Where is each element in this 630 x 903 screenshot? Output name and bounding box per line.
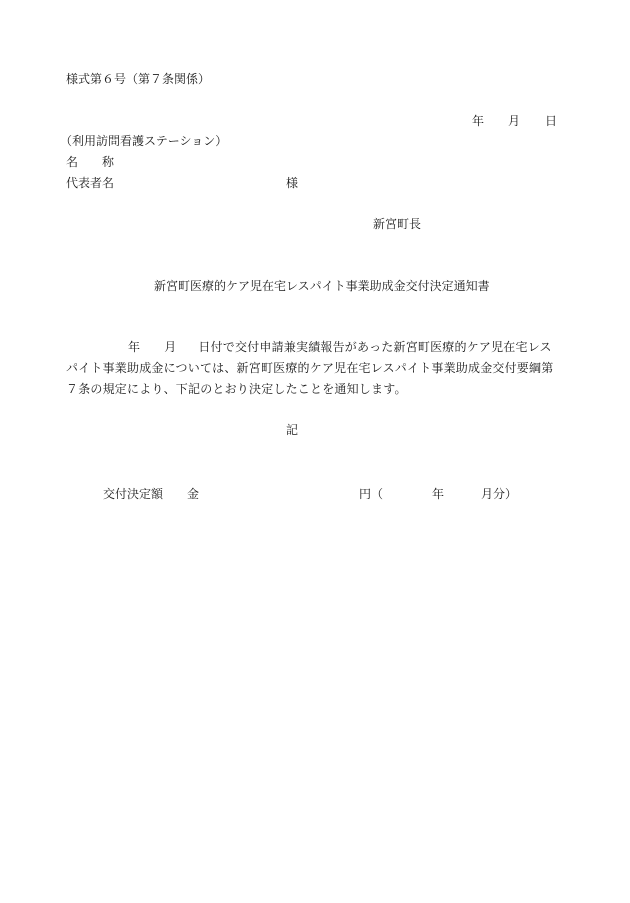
recipient-honorific: 様 [286,176,299,190]
body-year: 年 [128,340,141,354]
form-number: 様式第６号（第７条関係） [66,72,211,86]
issuer-name: 新宮町長 [373,217,422,231]
date-month-label: 月 [508,114,521,128]
recipient-name-label: 名 称 [66,155,115,169]
date-year-label: 年 [472,114,485,128]
decision-kin: 金 [187,487,200,501]
decision-year: 年 [432,487,445,501]
body-month: 月 [164,340,177,354]
body-paragraph [66,337,562,400]
decision-month-close: 月分） [481,487,518,501]
document-title: 新宮町医療的ケア児在宅レスパイト事業助成金交付決定通知書 [154,279,490,293]
body-text: 日付で交付申請兼実績報告があった新宮町医療的ケア児在宅レスパイト事業助成金については、新宮町医療的ケア児在宅レスパイト事業助成金交付要綱第７条の規定により、下記のとおり決定したことを通知します。 [66,340,554,396]
decision-label: 交付決定額 [103,487,164,501]
recipient-rep-label: 代表者名 [66,176,115,190]
recipient-org-type: （利用訪問看護ステーション） [60,134,228,148]
ki-heading: 記 [286,423,299,437]
date-day-label: 日 [545,114,558,128]
decision-yen: 円（ [359,487,384,501]
